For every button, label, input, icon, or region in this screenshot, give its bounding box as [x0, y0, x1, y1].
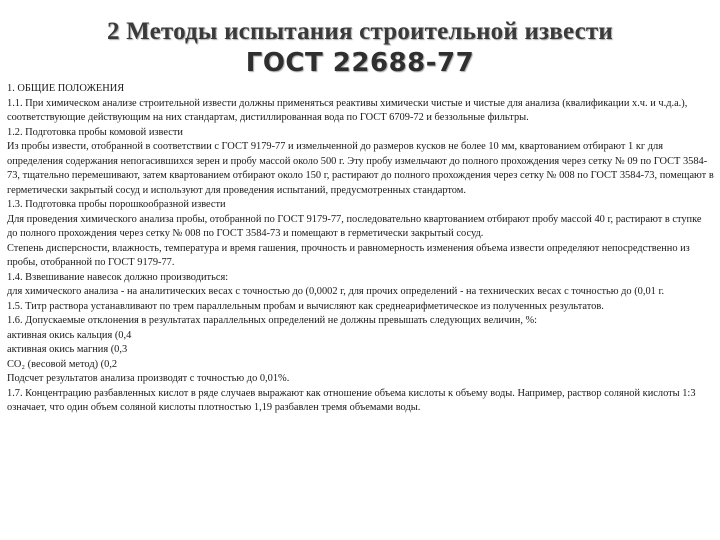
paragraph: 1.1. При химическом анализе строительной извести должны применяться реактивы химически чистые и чистые для анализа (квалификации х.ч. и ч.д.а.), соответствующие действующим на них стандартам, дистиллированная вода по ГОСТ 6709-72 и беззольные фильтры. [7, 97, 688, 123]
paragraph: Из пробы извести, отобранной в соответствии с ГОСТ 9179-77 и измельченной до размеров кусков не более 10 мм, квартованием отбирают 1 кг для определения содержания непогасившихся зерен и пробу массой около 500 г. Эту пробу измельчают до полного прохождения через сетку № 09 по ГОСТ 3584-73, тщательно перемешивают, затем квартованием отбирают около 150 г, растирают до полного прохождения через сетку № 008 по ГОСТ 3584-73, помещают в герметически закрытый сосуд и используют для проведения испытаний, предусмотренных стандартом. [7, 141, 714, 196]
tolerance-line: активная окись кальция (0,4 [7, 329, 132, 341]
paragraph: Подсчет результатов анализа производят с точностью до 0,01%. [7, 373, 290, 384]
paragraph: для химического анализа - на аналитических весах с точностью до (0,0002 г, для прочих определений - на технических весах с точностью до (0,01 г. [7, 286, 665, 297]
tolerance-line: активная окись магния (0,3 [7, 344, 128, 355]
paragraph: 1.7. Концентрацию разбавленных кислот в ряде случаев выражают как отношение объема кислоты к объему воды. Например, раствор соляной кислоты 1:3 означает, что один объем соляной кислоты плотностью 1,19 разбавлен тремя объемами воды. [7, 387, 696, 413]
subsection-heading: 1.3. Подготовка пробы порошкообразной извести [7, 199, 226, 210]
slide-title: 2 Методы испытания строительной извести [107, 18, 613, 45]
paragraph: 1.5. Титр раствора устанавливают по трем параллельным пробам и вычисляют как среднеарифметическое из полученных результатов. [7, 300, 604, 312]
subsection-heading: 1.2. Подготовка пробы комовой извести [7, 126, 183, 138]
slide-subtitle: ГОСТ 22688-77 [245, 48, 475, 78]
paragraph: 1.6. Допускаемые отклонения в результатах параллельных определений не должны превышать следующих величин, %: [7, 315, 538, 326]
paragraph: Степень дисперсности, влажность, температура и время гашения, прочность и равномерность изменения объема извести определяют непосредственно из пробы, отобранной по ГОСТ 9179-77. [7, 242, 690, 268]
subsection-heading: 1.4. Взвешивание навесок должно производиться: [7, 271, 229, 283]
paragraph: Для проведения химического анализа пробы, отобранной по ГОСТ 9179-77, последовательно квартованием отбирают пробу массой 40 г, растирают в ступке до полного прохождения через сетку № 008 по ГОСТ 3584-73 и помещают в герметически закрытый сосуд. [7, 213, 702, 239]
slide-body [7, 82, 714, 416]
tolerance-line: CO₂ (весовой метод) (0,2 [7, 358, 118, 370]
section-heading: 1. ОБЩИЕ ПОЛОЖЕНИЯ [7, 83, 125, 94]
